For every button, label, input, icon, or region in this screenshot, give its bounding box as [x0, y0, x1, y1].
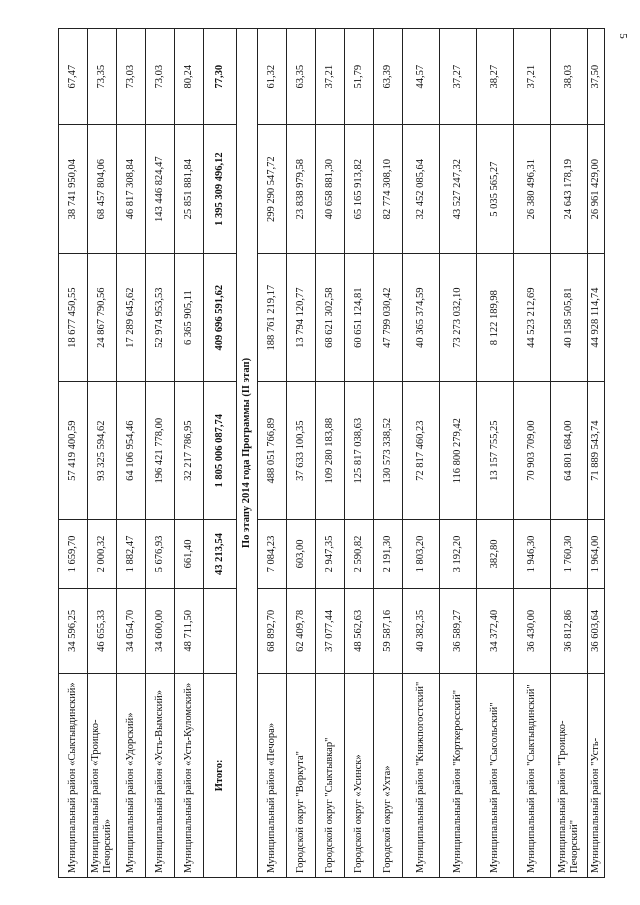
- cost-per-sqm-cell: 46 655,33: [88, 588, 117, 673]
- total-fund-amount-cell: 1 395 309 496,12: [204, 125, 237, 253]
- share-percent-cell: 37,50: [588, 29, 605, 125]
- table-row: [440, 29, 477, 878]
- fund-amount-cell: 299 290 547,72: [258, 125, 287, 253]
- fund-amount-cell: 26 380 496,31: [514, 125, 551, 253]
- municipality-name: Городской округ «Усинск»: [345, 673, 374, 877]
- total-cost-cell: 1 805 006 087,74: [204, 382, 237, 520]
- cost-per-sqm-cell: 62 409,78: [287, 588, 316, 673]
- table-row: [175, 29, 204, 878]
- total-cost-cell: 72 817 460,23: [403, 382, 440, 520]
- cost-per-sqm-cell: 48 711,50: [175, 588, 204, 673]
- local-funds-cell: 24 867 790,56: [88, 253, 117, 381]
- area-cell: 2 000,32: [88, 520, 117, 589]
- fund-amount-cell: 25 851 881,84: [175, 125, 204, 253]
- program-finance-table: [58, 28, 605, 878]
- fund-amount-cell: 38 741 950,04: [59, 125, 88, 253]
- local-funds-cell: 60 651 124,81: [345, 253, 374, 381]
- table-row: [287, 29, 316, 878]
- fund-amount-cell: 24 643 178,19: [551, 125, 588, 253]
- total-cost-cell: 125 817 038,63: [345, 382, 374, 520]
- table-row: [146, 29, 175, 878]
- table-row: [588, 29, 605, 878]
- area-cell: 603,00: [287, 520, 316, 589]
- municipality-name: Муниципальный район "Княжпогостский": [403, 673, 440, 877]
- table-row: [374, 29, 403, 878]
- cost-per-sqm-cell: 34 054,70: [117, 588, 146, 673]
- total-cost-cell: 57 419 400,59: [59, 382, 88, 520]
- share-percent-cell: 73,35: [88, 29, 117, 125]
- local-funds-cell: 73 273 032,10: [440, 253, 477, 381]
- table-row: [514, 29, 551, 878]
- fund-amount-cell: 32 452 085,64: [403, 125, 440, 253]
- local-funds-cell: 44 928 114,74: [588, 253, 605, 381]
- total-cost-cell: 109 280 183,88: [316, 382, 345, 520]
- total-cost-cell: 130 573 338,52: [374, 382, 403, 520]
- total-cost-cell: 196 421 778,00: [146, 382, 175, 520]
- fund-amount-cell: 43 527 247,32: [440, 125, 477, 253]
- fund-amount-cell: 5 035 565,27: [477, 125, 514, 253]
- municipality-name: Городской округ «Ухта»: [374, 673, 403, 877]
- area-cell: 382,80: [477, 520, 514, 589]
- municipality-name: Муниципальный район "Сысольский": [477, 673, 514, 877]
- total-cost-cell: 70 903 709,00: [514, 382, 551, 520]
- cost-per-sqm-cell: 34 596,25: [59, 588, 88, 673]
- total-local-funds-cell: 409 696 591,62: [204, 253, 237, 381]
- rotated-table-wrapper: [58, 28, 618, 878]
- share-percent-cell: 37,21: [316, 29, 345, 125]
- area-cell: 3 192,20: [440, 520, 477, 589]
- table-row: [403, 29, 440, 878]
- local-funds-cell: 52 974 953,53: [146, 253, 175, 381]
- area-cell: 1 946,30: [514, 520, 551, 589]
- area-cell: 2 947,35: [316, 520, 345, 589]
- total-area-cell: 43 213,54: [204, 520, 237, 589]
- fund-amount-cell: 23 838 979,58: [287, 125, 316, 253]
- area-cell: 1 882,47: [117, 520, 146, 589]
- municipality-name: Муниципальный район "Корткеросский": [440, 673, 477, 877]
- local-funds-cell: 47 799 030,42: [374, 253, 403, 381]
- municipality-name: Муниципальный район «Троицко-Печорский»: [88, 673, 117, 877]
- share-percent-cell: 44,57: [403, 29, 440, 125]
- cost-per-sqm-cell: 36 812,86: [551, 588, 588, 673]
- total-empty-cell: [204, 588, 237, 673]
- share-percent-cell: 67,47: [59, 29, 88, 125]
- total-cost-cell: 93 325 594,62: [88, 382, 117, 520]
- total-label: Итого:: [204, 673, 237, 877]
- cost-per-sqm-cell: 36 430,00: [514, 588, 551, 673]
- total-cost-cell: 64 801 684,00: [551, 382, 588, 520]
- total-cost-cell: 116 800 279,42: [440, 382, 477, 520]
- share-percent-cell: 51,79: [345, 29, 374, 125]
- cost-per-sqm-cell: 37 077,44: [316, 588, 345, 673]
- cost-per-sqm-cell: 68 892,70: [258, 588, 287, 673]
- area-cell: 661,40: [175, 520, 204, 589]
- local-funds-cell: 13 794 120,77: [287, 253, 316, 381]
- table-stage: [58, 28, 618, 878]
- share-percent-cell: 63,39: [374, 29, 403, 125]
- area-cell: 1 659,70: [59, 520, 88, 589]
- share-percent-cell: 73,03: [117, 29, 146, 125]
- section-title: По этапу 2014 года Программы (II этап): [237, 29, 258, 878]
- municipality-name: Муниципальный район «Усть-Куломский»: [175, 673, 204, 877]
- share-percent-cell: 38,27: [477, 29, 514, 125]
- total-cost-cell: 32 217 786,95: [175, 382, 204, 520]
- area-cell: 2 590,82: [345, 520, 374, 589]
- area-cell: 5 676,93: [146, 520, 175, 589]
- share-percent-cell: 38,03: [551, 29, 588, 125]
- share-percent-cell: 61,32: [258, 29, 287, 125]
- table-row: [551, 29, 588, 878]
- municipality-name: Муниципальный район «Сыктывдинский»: [59, 673, 88, 877]
- local-funds-cell: 17 289 645,62: [117, 253, 146, 381]
- local-funds-cell: 188 761 219,17: [258, 253, 287, 381]
- page-number: 5: [616, 33, 629, 39]
- total-cost-cell: 488 051 766,89: [258, 382, 287, 520]
- fund-amount-cell: 26 961 429,00: [588, 125, 605, 253]
- fund-amount-cell: 40 658 881,30: [316, 125, 345, 253]
- municipality-name: Муниципальный район "Усть-: [588, 673, 605, 877]
- area-cell: 7 084,23: [258, 520, 287, 589]
- share-percent-cell: 37,27: [440, 29, 477, 125]
- local-funds-cell: 40 365 374,59: [403, 253, 440, 381]
- local-funds-cell: 44 523 212,69: [514, 253, 551, 381]
- table-row: [258, 29, 287, 878]
- area-cell: 2 191,30: [374, 520, 403, 589]
- total-cost-cell: 64 106 954,46: [117, 382, 146, 520]
- total-cost-cell: 71 889 543,74: [588, 382, 605, 520]
- local-funds-cell: 40 158 505,81: [551, 253, 588, 381]
- table-row: [345, 29, 374, 878]
- cost-per-sqm-cell: 36 589,27: [440, 588, 477, 673]
- fund-amount-cell: 46 817 308,84: [117, 125, 146, 253]
- section-row: [237, 29, 258, 878]
- local-funds-cell: 6 365 905,11: [175, 253, 204, 381]
- municipality-name: Муниципальный район "Сыктывдинский": [514, 673, 551, 877]
- local-funds-cell: 68 621 302,58: [316, 253, 345, 381]
- cost-per-sqm-cell: 40 382,35: [403, 588, 440, 673]
- cost-per-sqm-cell: 34 600,00: [146, 588, 175, 673]
- fund-amount-cell: 82 774 308,10: [374, 125, 403, 253]
- share-percent-cell: 37,21: [514, 29, 551, 125]
- table-row: [59, 29, 88, 878]
- table-row: [316, 29, 345, 878]
- municipality-name: Муниципальный район «Удорский»: [117, 673, 146, 877]
- municipality-name: Муниципальный район «Печора»: [258, 673, 287, 877]
- area-cell: 1 760,30: [551, 520, 588, 589]
- local-funds-cell: 8 122 189,98: [477, 253, 514, 381]
- area-cell: 1 803,20: [403, 520, 440, 589]
- cost-per-sqm-cell: 34 372,40: [477, 588, 514, 673]
- municipality-name: Муниципальный район «Усть-Вымский»: [146, 673, 175, 877]
- fund-amount-cell: 65 165 913,82: [345, 125, 374, 253]
- share-percent-cell: 63,35: [287, 29, 316, 125]
- share-percent-cell: 73,03: [146, 29, 175, 125]
- fund-amount-cell: 143 446 824,47: [146, 125, 175, 253]
- table-row: [477, 29, 514, 878]
- table-row: [117, 29, 146, 878]
- municipality-name: Муниципальный район "Троицко-Печорский": [551, 673, 588, 877]
- fund-amount-cell: 68 457 804,06: [88, 125, 117, 253]
- municipality-name: Городской округ "Сыктывкар": [316, 673, 345, 877]
- cost-per-sqm-cell: 59 587,16: [374, 588, 403, 673]
- area-cell: 1 964,00: [588, 520, 605, 589]
- total-cost-cell: 37 633 100,35: [287, 382, 316, 520]
- local-funds-cell: 18 677 450,55: [59, 253, 88, 381]
- cost-per-sqm-cell: 48 562,63: [345, 588, 374, 673]
- cost-per-sqm-cell: 36 603,64: [588, 588, 605, 673]
- total-share-cell: 77,30: [204, 29, 237, 125]
- share-percent-cell: 80,24: [175, 29, 204, 125]
- total-cost-cell: 13 157 755,25: [477, 382, 514, 520]
- table-row: [88, 29, 117, 878]
- total-row: [204, 29, 237, 878]
- municipality-name: Городской округ "Воркута": [287, 673, 316, 877]
